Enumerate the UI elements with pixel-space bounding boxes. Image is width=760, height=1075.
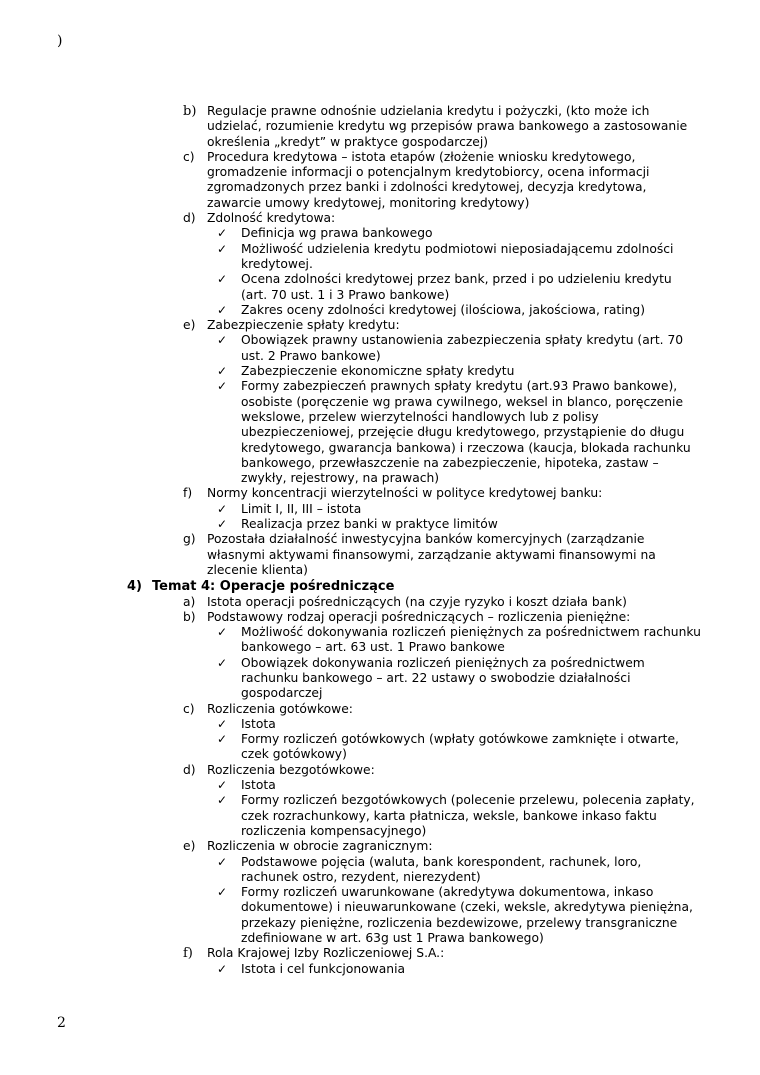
checklist-item <box>0 502 701 517</box>
checklist-item <box>0 625 701 656</box>
checklist-item-text: Zakres oceny zdolności kredytowej (ilościowa, jakościowa, rating) <box>241 302 646 317</box>
checkmark-icon: ✓ <box>217 501 228 516</box>
checkmark-icon: ✓ <box>217 241 228 256</box>
checklist-item-text: Możliwość udzielenia kredytu podmiotowi nieposiadającemu zdolności kredytowej. <box>241 241 674 271</box>
list-item <box>0 318 693 333</box>
checklist-item <box>0 732 701 763</box>
list-item <box>0 150 693 211</box>
checklist-item <box>0 962 701 977</box>
checkmark-icon: ✓ <box>217 793 228 808</box>
list-item-marker: b) <box>183 104 197 119</box>
checkmark-icon: ✓ <box>217 655 228 670</box>
list-item-marker: g) <box>183 532 196 547</box>
checklist-item <box>0 517 701 532</box>
checklist-item-text: Obowiązek prawny ustanowienia zabezpieczenia spłaty kredytu (art. 70 ust. 2 Prawo bankowe) <box>241 333 684 363</box>
list-item-marker: f) <box>183 486 193 501</box>
checklist-item-text: Możliwość dokonywania rozliczeń pieniężnych za pośrednictwem rachunku bankowego – art. 63 ust. 1 Prawo bankowe <box>241 625 701 655</box>
checkmark-icon: ✓ <box>217 364 228 379</box>
checklist-item <box>0 242 701 273</box>
checklist-item-text: Formy rozliczeń bezgotówkowych (polecenie przelewu, polecenia zapłaty, czek rozrachunkowy, karta płatnicza, weksle, bankowe inkaso faktu rozliczenia kompensacyjnego) <box>241 793 695 838</box>
list-item <box>0 946 693 961</box>
list-item <box>0 610 693 625</box>
checklist-item-text: Ocena zdolności kredytowej przez bank, przed i po udzieleniu kredytu (art. 70 ust. 1 i 3 Prawo bankowe) <box>241 272 672 302</box>
list-item <box>0 104 693 150</box>
list-item-marker: c) <box>183 701 195 716</box>
checkmark-icon: ✓ <box>217 885 228 900</box>
list-item-marker: f) <box>183 946 193 962</box>
checklist-item-text: Definicja wg prawa bankowego <box>241 226 433 241</box>
section-heading <box>0 579 760 594</box>
list-item <box>0 839 693 854</box>
list-item <box>0 532 693 578</box>
checkmark-icon: ✓ <box>217 732 228 747</box>
list-item-text: Podstawowy rodzaj operacji pośredniczących – rozliczenia pieniężne: <box>207 609 631 624</box>
checklist-item <box>0 333 701 364</box>
checklist-item-text: Formy zabezpieczeń prawnych spłaty kredytu (art.93 Prawo bankowe), osobiste (poręczenie wg prawa cywilnego, weksel in blanco, poręczenie wekslowe, przelew wierzytelności handlowych lub z polisy ubezpieczeniowej, przejęcie długu kredytowego, przystąpienie do długu kredytowego, gwarancja bankowa) i rzeczowa (kaucja, blokada rachunku bankowego, przewłaszczenie na zabezpieczenie, hipoteka, zastaw – zwykły, rejestrowy, na prawach) <box>241 379 691 486</box>
checkmark-icon: ✓ <box>217 302 228 317</box>
section-title: Temat 4: Operacje pośredniczące <box>152 579 395 595</box>
list-item <box>0 486 693 501</box>
checkmark-icon: ✓ <box>217 226 228 241</box>
checklist-item-text: Realizacja przez banki w praktyce limitów <box>241 517 498 532</box>
list-item-marker: c) <box>183 149 195 164</box>
list-item-marker: e) <box>183 318 196 333</box>
list-item-text: Rozliczenia w obrocie zagranicznym: <box>207 839 433 854</box>
checklist-item-text: Limit I, II, III – istota <box>241 501 362 516</box>
document-body <box>0 104 760 977</box>
list-item-text: Normy koncentracji wierzytelności w polityce kredytowej banku: <box>207 486 603 501</box>
checkmark-icon: ✓ <box>217 778 228 793</box>
page-number: 2 <box>57 1015 66 1031</box>
list-item-marker: a) <box>183 594 196 609</box>
list-item-text: Regulacje prawne odnośnie udzielania kredytu i pożyczki, (kto może ich udzielać, rozumienie kredytu wg przepisów prawa bankowego a zastosowanie określenia „kredyt” w praktyce gospodarczej) <box>207 104 688 149</box>
checklist-item-text: Podstawowe pojęcia (waluta, bank korespondent, rachunek, loro, rachunek ostro, rezydent, nierezydent) <box>241 854 642 884</box>
list-item-marker: e) <box>183 839 196 854</box>
list-item <box>0 702 693 717</box>
corner-mark: ) <box>57 33 63 49</box>
checklist-item <box>0 364 701 379</box>
checkmark-icon: ✓ <box>217 517 228 532</box>
list-item-marker: d) <box>183 211 196 226</box>
checklist-item <box>0 303 701 318</box>
checklist-item <box>0 793 701 839</box>
checklist-item-text: Formy rozliczeń gotówkowych (wpłaty gotówkowe zamknięte i otwarte, czek gotówkowy) <box>241 732 679 762</box>
checklist-item <box>0 885 701 946</box>
checklist-item-text: Obowiązek dokonywania rozliczeń pieniężnych za pośrednictwem rachunku bankowego – art. 22 ustawy o swobodzie działalności gospodarczej <box>241 655 645 701</box>
list-item-text: Zdolność kredytowa: <box>207 211 336 226</box>
checklist-item <box>0 717 701 732</box>
checklist-item-text: Formy rozliczeń uwarunkowane (akredytywa dokumentowa, inkaso dokumentowe) i nieuwarunkowane (czeki, weksle, akredytywa pieniężna, przekazy pieniężne, rozliczenia bezdewizowe, przelewy transgraniczne zdefiniowane w art. 63g ust 1 Prawa bankowego) <box>241 885 693 946</box>
checklist-item <box>0 656 701 702</box>
checklist-item <box>0 778 701 793</box>
list-item-text: Pozostała działalność inwestycyjna banków komercyjnych (zarządzanie własnymi aktywami finansowymi, zarządzanie aktywami finansowymi na zlecenie klienta) <box>207 532 656 577</box>
list-item-text: Rola Krajowej Izby Rozliczeniowej S.A.: <box>207 946 445 961</box>
list-item-text: Procedura kredytowa – istota etapów (złożenie wniosku kredytowego, gromadzenie informacji o potencjalnym kredytobiorcy, ocena informacji zgromadzonych przez banki i zdolności kredytowej, decyzja kredytowa, zawarcie umowy kredytowej, monitoring kredytowy) <box>207 149 650 210</box>
checklist-item <box>0 272 701 303</box>
list-item <box>0 763 693 778</box>
section-number: 4) <box>127 579 142 595</box>
checkmark-icon: ✓ <box>217 379 228 394</box>
list-item-text: Istota operacji pośredniczących (na czyje ryzyko i koszt działa bank) <box>207 594 627 609</box>
list-item-text: Rozliczenia bezgotówkowe: <box>207 762 375 777</box>
checkmark-icon: ✓ <box>217 716 228 731</box>
checklist-item-text: Zabezpieczenie ekonomiczne spłaty kredytu <box>241 364 515 379</box>
list-item-marker: d) <box>183 762 196 777</box>
list-item <box>0 211 693 226</box>
checkmark-icon: ✓ <box>217 333 228 348</box>
checklist-item-text: Istota <box>241 716 276 731</box>
checkmark-icon: ✓ <box>217 961 228 976</box>
checklist-item <box>0 226 701 241</box>
checklist-item-text: Istota <box>241 778 276 793</box>
list-item <box>0 595 693 610</box>
checklist-item-text: Istota i cel funkcjonowania <box>241 961 406 976</box>
list-item-marker: b) <box>183 609 196 624</box>
checkmark-icon: ✓ <box>217 625 228 640</box>
list-item-text: Rozliczenia gotówkowe: <box>207 701 353 716</box>
checklist-item <box>0 855 701 886</box>
checklist-item <box>0 379 701 486</box>
checkmark-icon: ✓ <box>217 272 228 287</box>
list-item-text: Zabezpieczenie spłaty kredytu: <box>207 318 400 333</box>
checkmark-icon: ✓ <box>217 854 228 869</box>
